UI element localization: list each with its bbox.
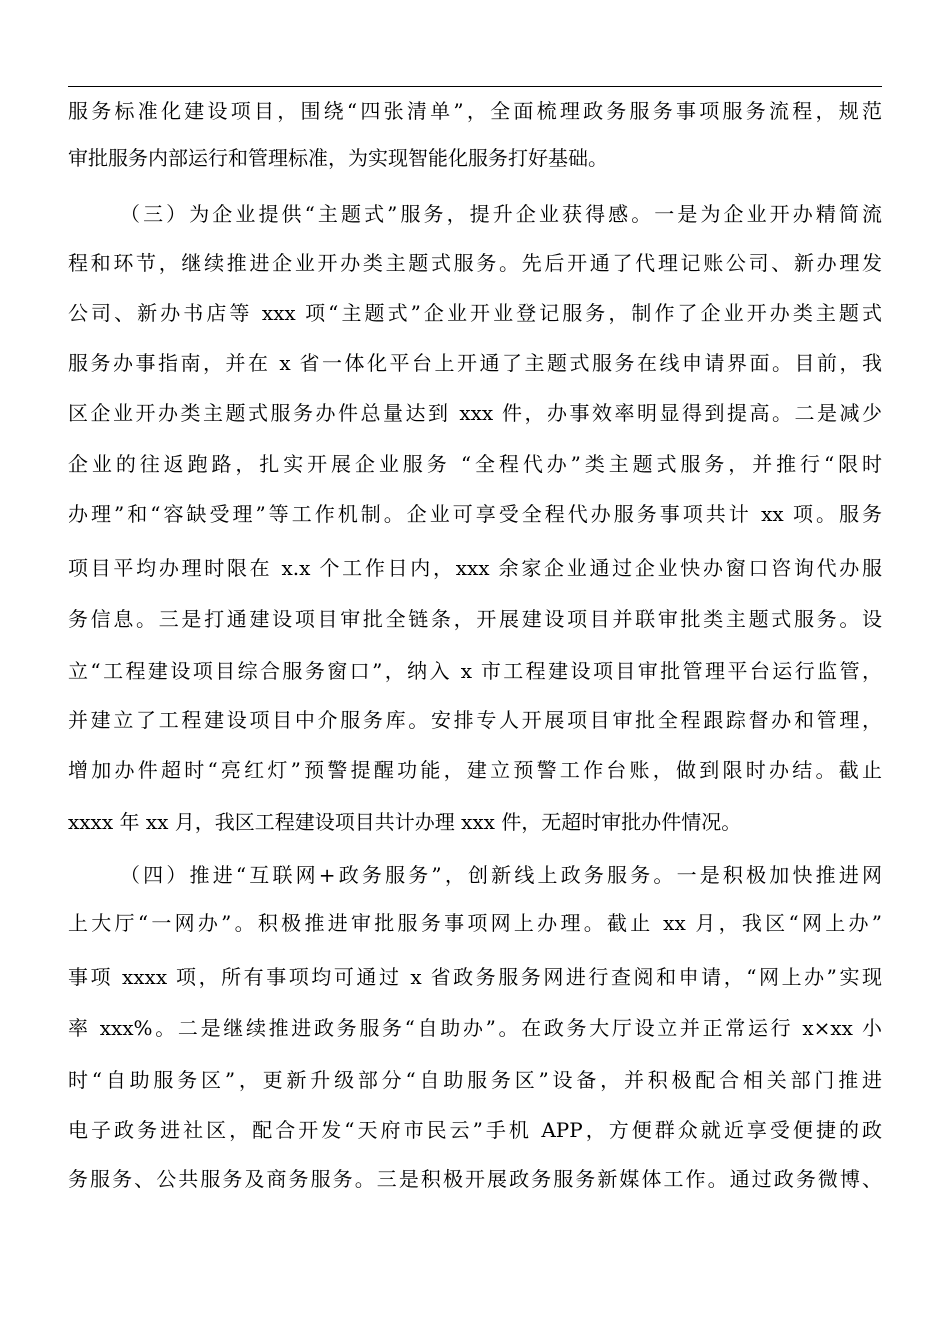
text-line: 务服务、公共服务及商务服务。三是积极开展政务服务新媒体工作。通过政务微博、: [68, 1167, 882, 1191]
text-line: 区企业开办类主题式服务办件总量达到 xxx 件，办事效率明显得到提高。二是减少: [68, 401, 882, 425]
text-line: 程和环节，继续推进企业开办类主题式服务。先后开通了代理记账公司、新办理发: [68, 251, 882, 275]
text-line: 率 xxx%。二是继续推进政务服务“自助办”。在政务大厅设立并正常运行 x×xx 小: [68, 1016, 882, 1040]
text-line: xxxx 年 xx 月，我区工程建设项目共计办理 xxx 件，无超时审批办件情况。: [68, 810, 742, 834]
text-line: 电子政务进社区，配合开发“天府市民云”手机 APP，方便群众就近享受便捷的政: [68, 1118, 882, 1142]
text-line: 企业的往返跑路，扎实开展企业服务 “全程代办”类主题式服务，并推行“限时: [68, 452, 882, 476]
paragraph-heading-line: （四）推进“互联网+政务服务”，创新线上政务服务。一是积极加快推进网: [120, 863, 882, 887]
text-line: 事项 xxxx 项，所有事项均可通过 x 省政务服务网进行查阅和申请，“网上办”实现: [68, 965, 882, 989]
text-line: 时“自助服务区”，更新升级部分“自助服务区”设备，并积极配合相关部门推进: [68, 1068, 882, 1092]
text-line: 立“工程建设项目综合服务窗口”，纳入 x 市工程建设项目审批管理平台运行监管，: [68, 659, 882, 683]
text-line: 务信息。三是打通建设项目审批全链条，开展建设项目并联审批类主题式服务。设: [68, 607, 882, 631]
header-rule: [68, 86, 882, 87]
text-line: 增加办件超时“亮红灯”预警提醒功能，建立预警工作台账，做到限时办结。截止: [68, 758, 882, 782]
text-line: 办理”和“容缺受理”等工作机制。企业可享受全程代办服务事项共计 xx 项。服务: [68, 502, 882, 526]
text-line: 审批服务内部运行和管理标准，为实现智能化服务打好基础。: [68, 146, 608, 170]
text-line: 服务办事指南，并在 x 省一体化平台上开通了主题式服务在线申请界面。目前，我: [68, 351, 882, 375]
text-line: 服务标准化建设项目，围绕“四张清单”，全面梳理政务服务事项服务流程，规范: [68, 99, 882, 123]
text-line: 并建立了工程建设项目中介服务库。安排专人开展项目审批全程跟踪督办和管理，: [68, 708, 882, 732]
text-line: 公司、新办书店等 xxx 项“主题式”企业开业登记服务，制作了企业开办类主题式: [68, 301, 882, 325]
text-line: 项目平均办理时限在 x.x 个工作日内，xxx 余家企业通过企业快办窗口咨询代办服: [68, 556, 882, 580]
text-line: 上大厅“一网办”。积极推进审批服务事项网上办理。截止 xx 月，我区“网上办”: [68, 911, 882, 935]
paragraph-heading-line: （三）为企业提供“主题式”服务，提升企业获得感。一是为企业开办精简流: [120, 202, 882, 226]
